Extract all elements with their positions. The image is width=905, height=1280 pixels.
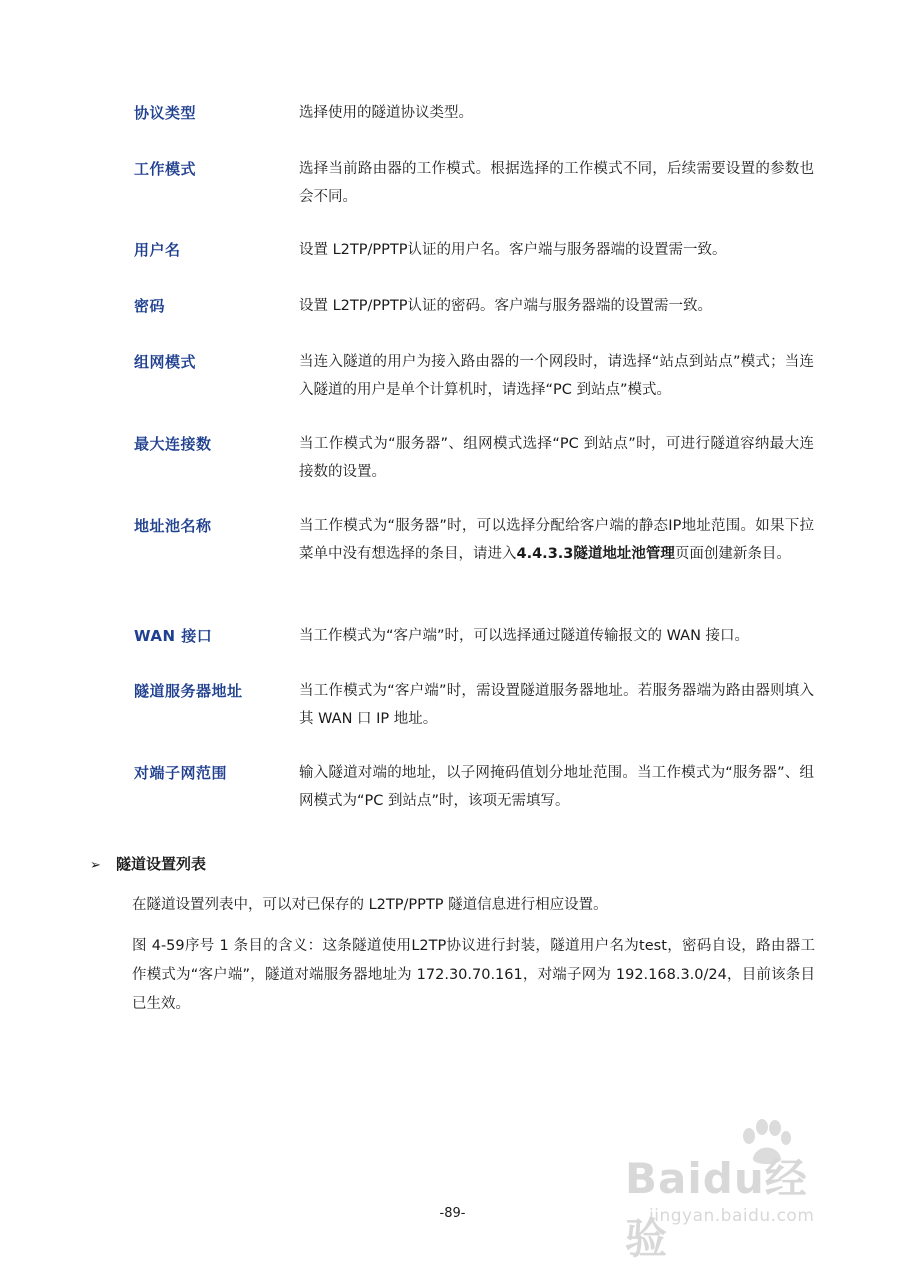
desc-protocol-type: 选择使用的隧道协议类型。 bbox=[299, 105, 473, 121]
term-wan-interface: WAN 接口 bbox=[134, 627, 213, 645]
term-max-connections: 最大连接数 bbox=[134, 435, 212, 453]
address-pool-link: 4.4.3.3隧道地址池管理 bbox=[516, 546, 675, 562]
term-username: 用户名 bbox=[134, 241, 181, 259]
desc-peer-subnet: 输入隧道对端的地址，以子网掩码值划分地址范围。当工作模式为“服务器”、组网模式为“PC 到站点”时，该项无需填写。 bbox=[299, 765, 814, 809]
term-address-pool: 地址池名称 bbox=[134, 517, 212, 535]
desc-work-mode: 选择当前路由器的工作模式。根据选择的工作模式不同，后续需要设置的参数也会不同。 bbox=[299, 161, 814, 205]
watermark-url: jingyan.baidu.com bbox=[649, 1206, 815, 1226]
term-password: 密码 bbox=[134, 297, 166, 315]
page-number: -89- bbox=[439, 1206, 466, 1221]
desc-network-mode: 当连入隧道的用户为接入路由器的一个网段时，请选择“站点到站点”模式；当连入隧道的用户是单个计算机时，请选择“PC 到站点”模式。 bbox=[299, 354, 814, 398]
desc-address-pool-post: 页面创建新条目。 bbox=[674, 546, 791, 562]
desc-wan-interface: 当工作模式为“客户端”时，可以选择通过隧道传输报文的 WAN 接口。 bbox=[299, 628, 750, 644]
term-peer-subnet: 对端子网范围 bbox=[134, 764, 228, 782]
term-tunnel-server: 隧道服务器地址 bbox=[134, 682, 243, 700]
section-title bbox=[90, 854, 206, 876]
desc-max-connections: 当工作模式为“服务器”、组网模式选择“PC 到站点”时，可进行隧道容纳最大连接数的设置。 bbox=[299, 436, 814, 480]
section-title-text: 隧道设置列表 bbox=[116, 855, 207, 873]
desc-tunnel-server: 当工作模式为“客户端”时，需设置隧道服务器地址。若服务器端为路由器则填入其 WAN 口 IP 地址。 bbox=[299, 683, 814, 727]
paragraph-example: 图 4-59序号 1 条目的含义：这条隧道使用L2TP协议进行封装，隧道用户名为test，密码自设，路由器工作模式为“客户端”，隧道对端服务器地址为 172.30.70.161，对端子网为 192.168.3.0/24，目前该条目已生效。 bbox=[132, 938, 815, 1012]
baidu-watermark bbox=[625, 1136, 845, 1263]
watermark-logo: Baidu经验 bbox=[625, 1154, 808, 1263]
desc-address-pool bbox=[299, 512, 814, 568]
term-network-mode: 组网模式 bbox=[134, 353, 197, 371]
paragraph-intro: 在隧道设置列表中，可以对已保存的 L2TP/PPTP 隧道信息进行相应设置。 bbox=[132, 897, 608, 913]
desc-username: 设置 L2TP/PPTP认证的用户名。客户端与服务器端的设置需一致。 bbox=[299, 242, 727, 258]
desc-address-pool-pre: 当工作模式为“服务器”时，可以选择分配给客户端的静态IP地址范围。如果下拉菜单中没有想选择的条目，请进入 bbox=[299, 518, 814, 562]
desc-password: 设置 L2TP/PPTP认证的密码。客户端与服务器端的设置需一致。 bbox=[299, 298, 712, 314]
term-work-mode: 工作模式 bbox=[134, 160, 197, 178]
term-protocol-type: 协议类型 bbox=[134, 104, 197, 122]
bullet-arrow-icon: ➢ bbox=[90, 858, 101, 873]
